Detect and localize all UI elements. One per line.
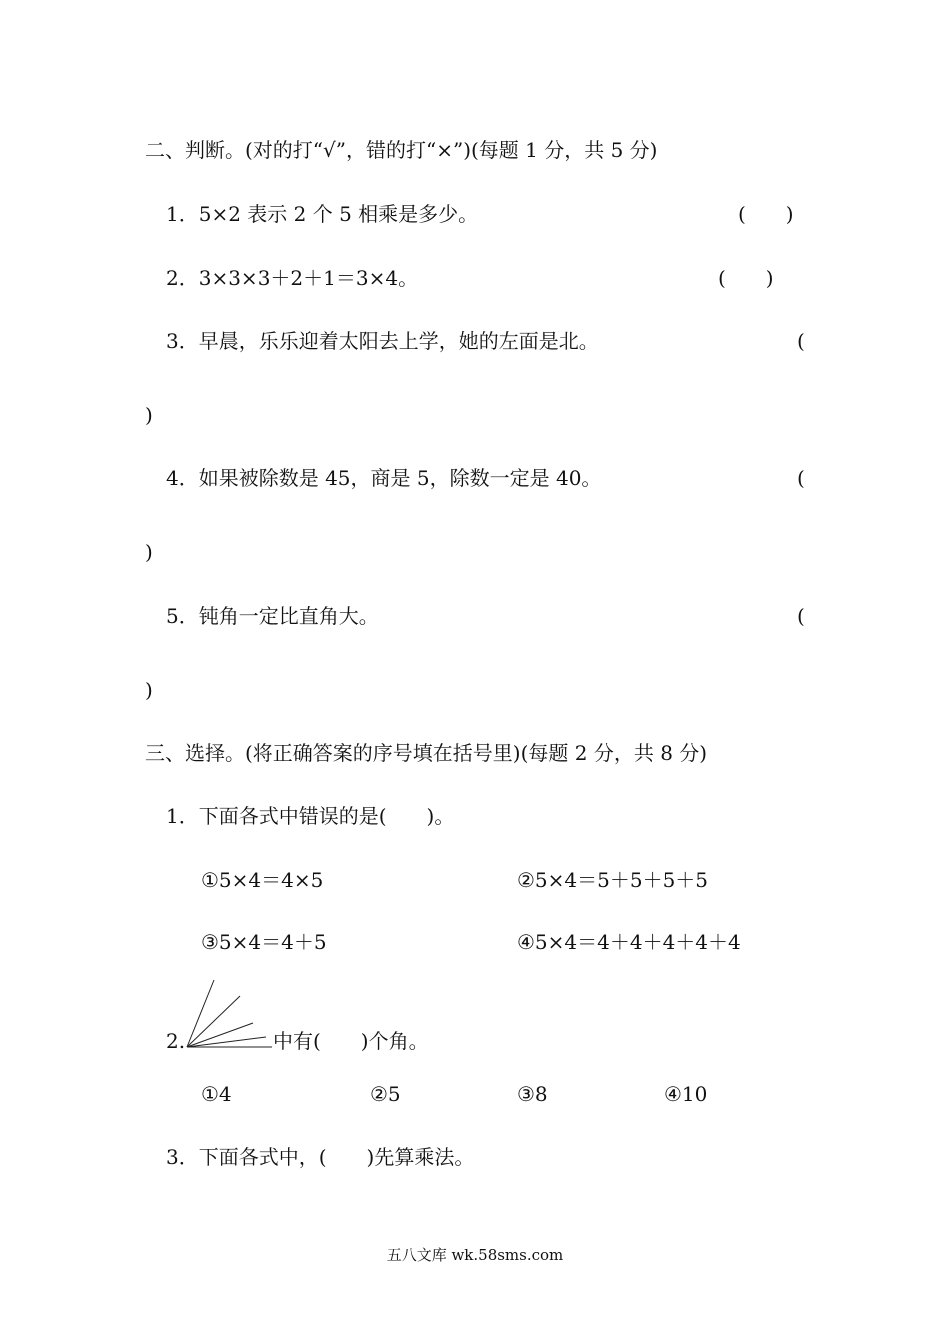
answer-paren-1[interactable]: ( ) — [738, 202, 794, 226]
footer-watermark: 五八文库 wk.58sms.com — [386, 1246, 564, 1264]
q1-option-2[interactable]: ②5×4＝5＋5＋5＋5 — [517, 868, 709, 892]
answer-paren-5-open[interactable]: ( — [797, 604, 805, 628]
q2-option-4[interactable]: ④10 — [664, 1082, 708, 1106]
section3-heading: 三、选择。(将正确答案的序号填在括号里)(每题 2 分，共 8 分) — [145, 741, 708, 765]
ray-1 — [187, 1037, 266, 1047]
choice-q2-number: 2. — [166, 1029, 186, 1053]
answer-paren-4-open[interactable]: ( — [797, 466, 805, 490]
q1-option-3[interactable]: ③5×4＝4＋5 — [201, 930, 327, 954]
angle-figure — [180, 975, 275, 1050]
judge-item-5: 5．钝角一定比直角大。 — [166, 604, 379, 628]
q2-option-2[interactable]: ②5 — [370, 1082, 401, 1106]
choice-q1: 1．下面各式中错误的是( )。 — [166, 804, 455, 828]
judge-item-3: 3．早晨，乐乐迎着太阳去上学，她的左面是北。 — [166, 329, 599, 353]
answer-paren-3-close: ) — [145, 403, 153, 427]
ray-3 — [187, 996, 240, 1047]
choice-q3: 3．下面各式中，( )先算乘法。 — [166, 1145, 475, 1169]
q1-option-1[interactable]: ①5×4＝4×5 — [201, 868, 324, 892]
judge-item-4: 4．如果被除数是 45，商是 5，除数一定是 40。 — [166, 466, 602, 490]
judge-item-2: 2．3×3×3＋2＋1＝3×4。 — [166, 266, 419, 290]
q2-option-3[interactable]: ③8 — [517, 1082, 548, 1106]
answer-paren-2[interactable]: ( ) — [718, 266, 774, 290]
answer-paren-3-open[interactable]: ( — [797, 329, 805, 353]
ray-4 — [187, 980, 214, 1047]
q2-option-1[interactable]: ①4 — [201, 1082, 232, 1106]
choice-q2: 中有( )个角。 — [273, 1029, 429, 1053]
judge-item-1: 1．5×2 表示 2 个 5 相乘是多少。 — [166, 202, 479, 226]
q1-option-4[interactable]: ④5×4＝4＋4＋4＋4＋4 — [517, 930, 741, 954]
ray-2 — [187, 1023, 253, 1047]
answer-paren-5-close: ) — [145, 678, 153, 702]
answer-paren-4-close: ) — [145, 540, 153, 564]
section2-heading: 二、判断。(对的打“√”，错的打“×”)(每题 1 分，共 5 分) — [145, 138, 658, 162]
